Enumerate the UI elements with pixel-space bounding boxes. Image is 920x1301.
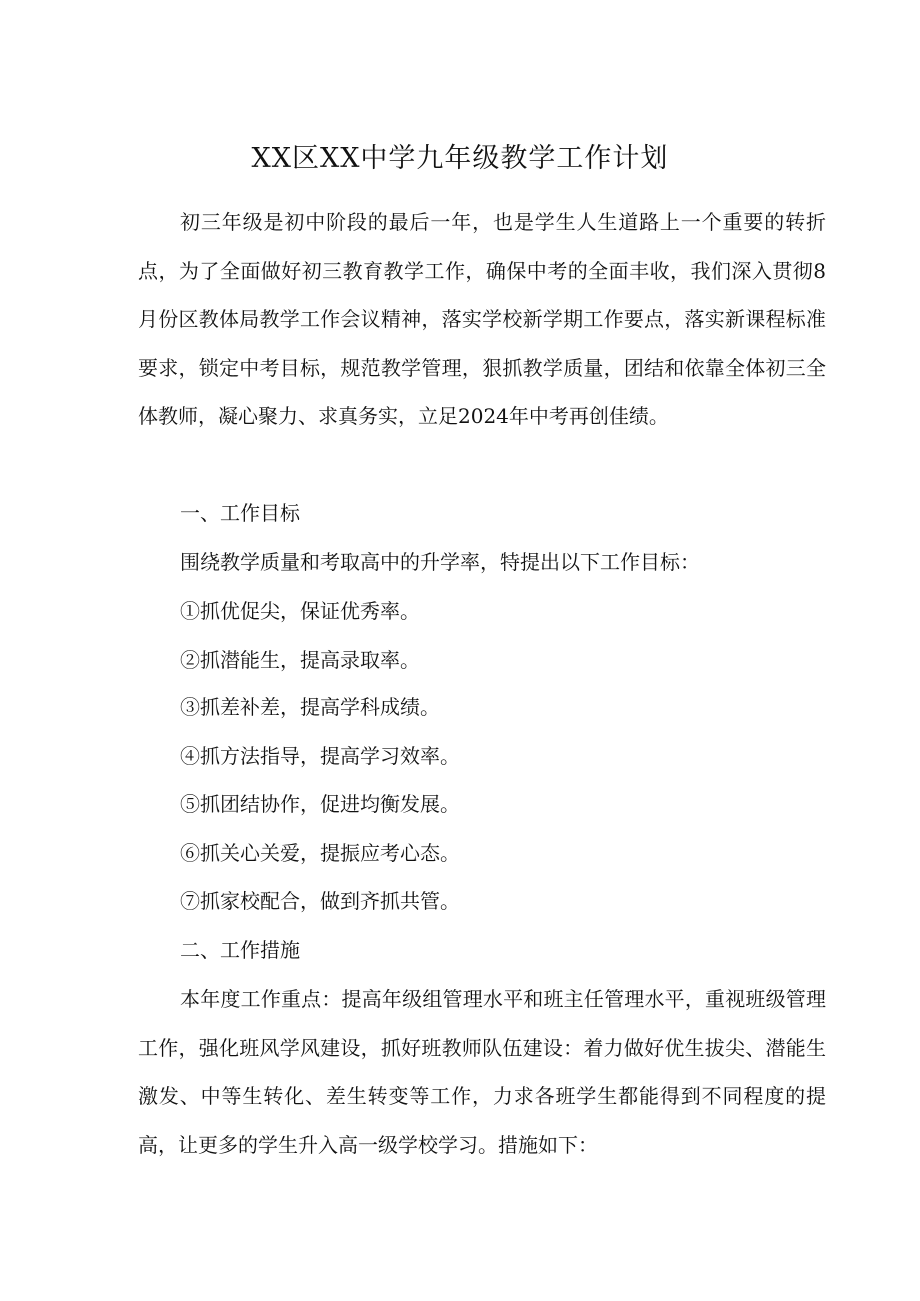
goal-item: ⑦抓家校配合，做到齐抓共管。 bbox=[180, 889, 460, 913]
goal-item: ②抓潜能生，提高录取率。 bbox=[180, 648, 420, 672]
goals-lead: 围绕教学质量和考取高中的升学率，特提出以下工作目标： bbox=[180, 550, 700, 574]
goal-item: ⑥抓关心关爱，提振应考心态。 bbox=[180, 841, 460, 865]
goal-item: ④抓方法指导，提高学习效率。 bbox=[180, 744, 460, 768]
section-heading-measures: 二、工作措施 bbox=[180, 938, 300, 962]
intro-paragraph: 初三年级是初中阶段的最后一年，也是学生人生道路上一个重要的转折点，为了全面做好初三教育教学工作，确保中考的全面丰收，我们深入贯彻8月份区教体局教学工作会议精神，落实学校新学期工作要点，落实新课程标准要求，锁定中考目标，规范教学管理，狠抓教学质量，团结和依靠全体初三全体教师，凝心聚力、求真务实，立足2024年中考再创佳绩。 bbox=[138, 210, 826, 429]
section-heading-goals: 一、工作目标 bbox=[180, 501, 300, 525]
measures-paragraph: 本年度工作重点：提高年级组管理水平和班主任管理水平，重视班级管理工作，强化班风学风建设，抓好班教师队伍建设：着力做好优生拔尖、潜能生激发、中等生转化、差生转变等工作，力求各班学生都能得到不同程度的提高，让更多的学生升入高一级学校学习。措施如下： bbox=[138, 987, 826, 1157]
goal-item: ①抓优促尖，保证优秀率。 bbox=[180, 599, 420, 623]
goal-item: ⑤抓团结协作，促进均衡发展。 bbox=[180, 792, 460, 816]
goal-item: ③抓差补差，提高学科成绩。 bbox=[180, 695, 440, 719]
document-title: XX区XX中学九年级教学工作计划 bbox=[251, 143, 669, 174]
